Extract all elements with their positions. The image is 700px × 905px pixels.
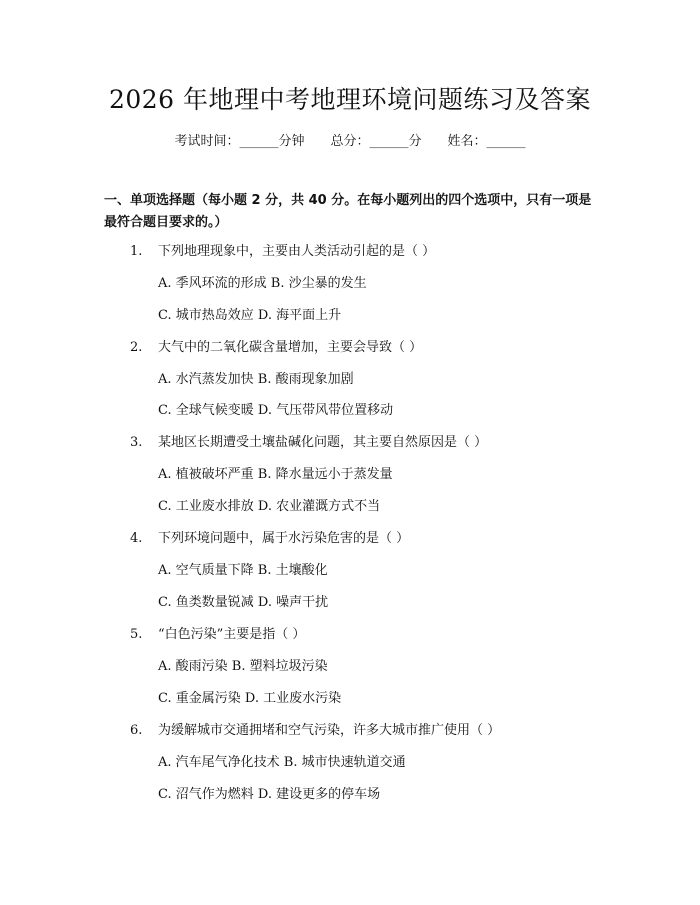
question-4 — [130, 529, 409, 549]
question-2-options-cd: C. 全球气候变暖 D. 气压带风带位置移动 — [158, 403, 394, 418]
question-number: 5. — [130, 627, 143, 642]
question-3-options-ab: A. 植被破坏严重 B. 降水量远小于蒸发量 — [158, 467, 393, 482]
exam-title: 2026 年地理中考地理环境问题练习及答案 — [108, 85, 592, 114]
question-text: 某地区长期遭受土壤盐碱化问题，其主要自然原因是（ ） — [158, 435, 488, 450]
question-number: 4. — [130, 531, 143, 546]
question-6-options-ab: A. 汽车尾气净化技术 B. 城市快速轨道交通 — [158, 755, 406, 770]
question-text: “白色污染”主要是指（ ） — [158, 627, 306, 642]
question-2-options-ab: A. 水汽蒸发加快 B. 酸雨现象加剧 — [158, 372, 354, 387]
question-2 — [130, 338, 422, 358]
question-text: 下列环境问题中，属于水污染危害的是（ ） — [158, 531, 410, 546]
question-text: 下列地理现象中，主要由人类活动引起的是（ ） — [158, 244, 436, 259]
question-number: 2. — [130, 340, 143, 355]
question-4-options-cd: C. 鱼类数量锐减 D. 噪声干扰 — [158, 595, 329, 610]
question-5-options-ab: A. 酸雨污染 B. 塑料垃圾污染 — [158, 659, 328, 674]
exam-time-field: 考试时间：______分钟 — [174, 134, 305, 149]
section-heading: 一、单项选择题（每小题 2 分，共 40 分。在每小题列出的四个选项中，只有一项是最符合题目要求的。） — [104, 193, 592, 230]
question-text: 大气中的二氧化碳含量增加，主要会导致（ ） — [158, 340, 423, 355]
question-4-options-ab: A. 空气质量下降 B. 土壤酸化 — [158, 563, 328, 578]
question-number: 6. — [130, 723, 143, 738]
question-5-options-cd: C. 重金属污染 D. 工业废水污染 — [158, 691, 342, 706]
question-1-options-ab: A. 季风环流的形成 B. 沙尘暴的发生 — [158, 276, 367, 291]
question-number: 1. — [130, 244, 143, 259]
question-text: 为缓解城市交通拥堵和空气污染，许多大城市推广使用（ ） — [158, 723, 501, 738]
exam-info-line — [0, 132, 700, 152]
question-3 — [130, 433, 487, 453]
question-number: 3. — [130, 435, 143, 450]
question-6 — [130, 721, 500, 741]
question-6-options-cd: C. 沼气作为燃料 D. 建设更多的停车场 — [158, 787, 381, 802]
question-1 — [130, 242, 435, 262]
total-score-field: 总分：______分 — [330, 134, 422, 149]
student-name-field: 姓名：______ — [447, 134, 526, 149]
question-1-options-cd: C. 城市热岛效应 D. 海平面上升 — [158, 308, 342, 323]
question-3-options-cd: C. 工业废水排放 D. 农业灌溉方式不当 — [158, 499, 381, 514]
question-5 — [130, 625, 305, 645]
